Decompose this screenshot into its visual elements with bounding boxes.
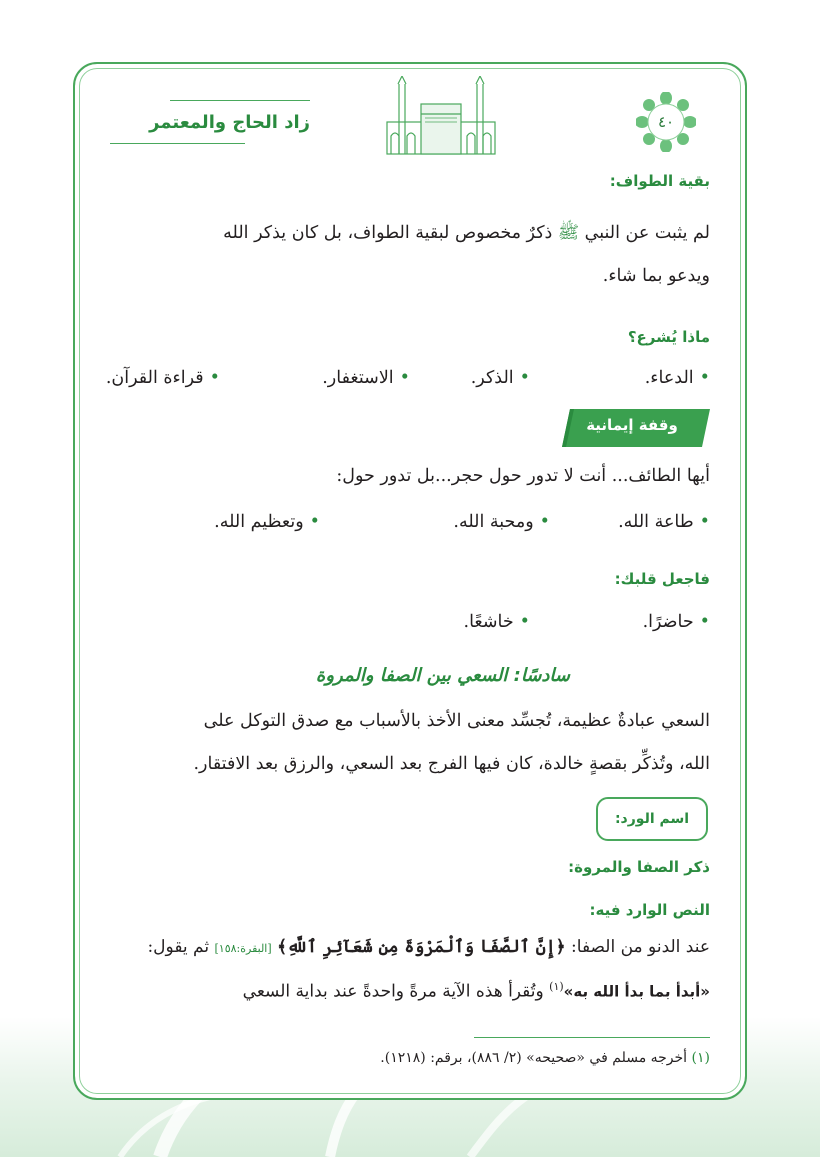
salutation-icon: ﷺ [557, 223, 580, 243]
kaaba-mosque-icon [385, 76, 497, 156]
bullet-icon: • [539, 512, 550, 532]
list-item [464, 612, 530, 632]
faith-pause-intro: أيها الطائف... أنت لا تدور حول حجر...بل تدور حول: [336, 466, 710, 486]
wird-line-1 [147, 936, 710, 957]
list-item-text: الذكر. [470, 368, 514, 388]
footnote-rule [474, 1037, 710, 1038]
list-item-text: حاضرًا. [642, 612, 694, 632]
verse-reference: [البقرة:١٥٨] [214, 942, 272, 955]
bullet-icon: • [699, 512, 710, 532]
text-run: لم يثبت عن النبي [579, 223, 710, 243]
bullet-icon: • [309, 512, 320, 532]
text-run: ذكرٌ مخصوص لبقية الطواف، بل كان يذكر الله [223, 223, 558, 243]
text-run: ثم يقول: [147, 937, 215, 957]
list-item-text: وتعظيم الله. [214, 512, 304, 532]
list-item-text: الدعاء. [644, 368, 694, 388]
bullet-icon: • [399, 368, 410, 388]
remaining-tawaf-line-2: ويدعو بما شاء. [602, 266, 710, 286]
list-item [618, 512, 710, 532]
title-rule-bottom [110, 143, 245, 144]
bullet-icon: • [209, 368, 220, 388]
list-item [643, 612, 710, 632]
list-item-text: ومحبة الله. [453, 512, 534, 532]
footnote-marker: (١) [549, 980, 564, 993]
list-item-text: خاشعًا. [463, 612, 514, 632]
footnote [380, 1050, 710, 1066]
quran-verse: ﴿إِنَّ ٱلصَّفَا وَٱلْمَرْوَةَ مِن شَعَآئِرِ ٱللَّهِ﴾ [277, 937, 566, 957]
list-item-text: قراءة القرآن. [105, 368, 204, 388]
title-rule-top [170, 100, 310, 101]
prescribed-heading: ماذا يُشرع؟ [627, 328, 710, 346]
remaining-tawaf-paragraph [110, 212, 710, 298]
sai-paragraph [110, 700, 710, 786]
bullet-icon: • [699, 368, 710, 388]
remaining-tawaf-heading: بقية الطواف: [609, 172, 710, 190]
list-item [106, 368, 220, 388]
text-run: وتُقرأ هذه الآية مرةً واحدةً عند بداية السعي [242, 981, 550, 1002]
prophet-quote: «أبدأ بما بدأ الله به» [563, 982, 710, 1001]
list-item-text: الاستغفار. [322, 368, 394, 388]
text-run: عند الدنو من الصفا: [565, 937, 710, 957]
sai-line-2: الله، وتُذكِّر بقصةٍ خالدة، كان فيها الفرج بعد السعي، والرزق بعد الافتقار. [193, 754, 710, 774]
wird-line-2 [243, 980, 710, 1002]
remaining-tawaf-line-1 [110, 212, 710, 255]
book-title: زاد الحاج والمعتمر [149, 112, 310, 133]
list-item [453, 512, 550, 532]
bullet-icon: • [519, 368, 530, 388]
list-item [645, 368, 710, 388]
page-number: ٤٠ [657, 113, 675, 131]
list-item [322, 368, 410, 388]
footnote-text: أخرجه مسلم في «صحيحه» (٢/ ٨٨٦)، برقم: (١٢١٨). [380, 1050, 692, 1066]
bullet-icon: • [519, 612, 530, 632]
list-item-text: طاعة الله. [618, 512, 694, 532]
footnote-number: (١) [691, 1050, 710, 1066]
wird-label-box: اسم الورد: [596, 797, 708, 841]
make-heart-heading: فاجعل قلبك: [614, 570, 710, 588]
wird-name: ذكر الصفا والمروة: [568, 858, 710, 876]
faith-pause-banner: وقفة إيمانية [586, 416, 678, 434]
wird-text-heading: النص الوارد فيه: [589, 901, 710, 919]
list-item [214, 512, 320, 532]
list-item [471, 368, 530, 388]
bullet-icon: • [699, 612, 710, 632]
section-title-sai: سادسًا: السعي بين الصفا والمروة [315, 665, 570, 686]
sai-line-1: السعي عبادةٌ عظيمة، تُجسِّد معنى الأخذ بالأسباب مع صدق التوكل على [203, 711, 710, 731]
